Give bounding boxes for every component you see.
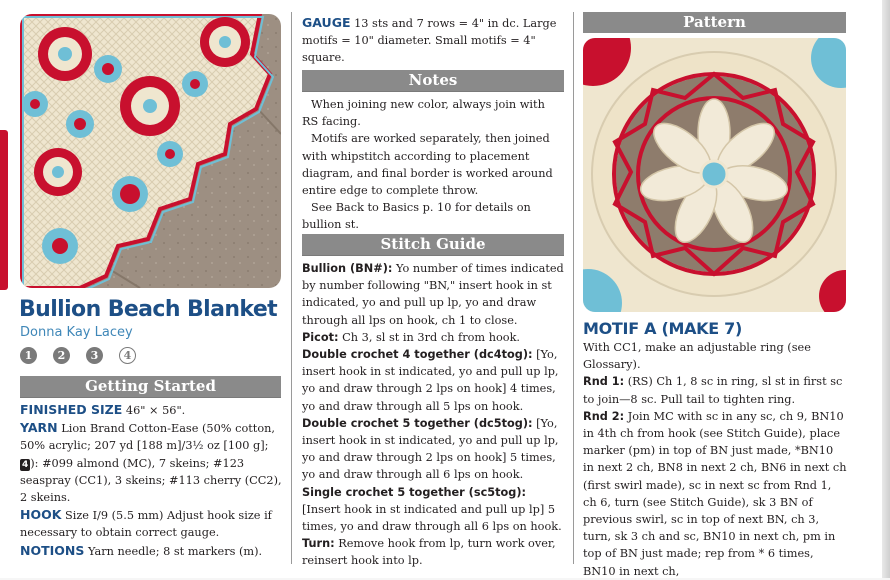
stitch-definition: [Yo, insert hook in st indicated, yo and pull up lp, yo and draw through 2 lps on hook] 4 times, yo and draw through all 5 lps on hook.	[302, 348, 559, 413]
round-label: Rnd 2:	[583, 409, 625, 423]
column-divider-1	[291, 12, 292, 564]
notes-paragraph: See Back to Basics p. 10 for details on bullion st.	[302, 201, 531, 232]
skill-level-2: 2	[53, 347, 70, 364]
stitch-definition: Remove hook from lp, turn work over, reinsert hook into lp.	[302, 537, 556, 568]
heading-rule	[302, 255, 564, 256]
notes-heading: Notes	[302, 70, 564, 91]
motif-photo-art	[583, 38, 846, 312]
notions-label: NOTIONS	[20, 542, 85, 558]
designer-name: Donna Kay Lacey	[20, 325, 133, 340]
pattern-intro: With CC1, make an adjustable ring (see Glossary).	[583, 341, 811, 372]
motif-photo	[583, 38, 846, 312]
stitch-entry	[302, 484, 564, 536]
gauge-value: 13 sts and 7 rows = 4" in dc. Large motifs = 10" diameter. Small motifs = 4" square.	[302, 17, 557, 65]
hook-label: HOOK	[20, 507, 62, 523]
project-title: Bullion Beach Blanket	[19, 297, 278, 322]
round-text: Join MC with sc in any sc, ch 9, BN10 in 4th ch from hook (see Stitch Guide), place marker (pm) in top of BN just made, *BN10 in next 2 ch, BN8 in next 2 ch, BN6 in next ch (first swirl made), sc in next sc from Rnd 1, ch 6, turn (see Stitch Guide), sk 3 BN of previous swirl, sc in top of next BN, ch 3, turn, sk 3 ch and sc, BN10 in next ch, pm in top of BN just made; rep from * 6 times, BN10 in next ch,	[583, 409, 847, 578]
page-edge	[882, 0, 890, 578]
stitch-entry	[302, 415, 564, 484]
stitch-term: Bullion (BN#):	[302, 262, 393, 275]
gauge-block	[302, 14, 564, 67]
blanket-photo	[20, 14, 281, 288]
stitch-entry	[302, 535, 564, 569]
stitch-term: Double crochet 4 together (dc4tog):	[302, 348, 533, 362]
hook-value: Size I/9 (5.5 mm) Adjust hook size if necessary to obtain correct gauge.	[20, 509, 272, 540]
heading-rule	[20, 397, 281, 398]
yarn-weight-icon	[20, 459, 30, 471]
column-divider-2	[573, 12, 574, 564]
skill-level-3: 3	[86, 347, 103, 364]
stitch-definition: Ch 3, sl st in 3rd ch from hook.	[338, 330, 521, 344]
blanket-photo-art	[20, 14, 281, 288]
finished-size-value: 46" × 56".	[125, 404, 186, 417]
notes-body	[302, 96, 564, 234]
stitch-term: Picot:	[302, 330, 339, 344]
round-label: Rnd 1:	[583, 375, 625, 389]
yarn-text-1: Lion Brand Cotton-Ease (50% cotton, 50% acrylic; 207 yd [188 m]/3½ oz [100 g];	[20, 422, 275, 453]
page-tab	[0, 130, 8, 290]
skill-level-4: 4	[119, 347, 136, 364]
getting-started-heading: Getting Started	[20, 376, 281, 397]
stitch-definition: Yo number of times indicated by number following "BN," insert hook in st indicated, yo and pull up lp, yo and draw through all lps on hook, ch 1 to close.	[302, 262, 564, 327]
skill-level-1: 1	[20, 347, 37, 364]
stitch-entry	[302, 329, 564, 346]
stitch-definition: [Insert hook in st indicated and pull up lp] 5 times, yo and draw through all 6 lps on hook.	[302, 502, 562, 534]
stitch-term: Single crochet 5 together (sc5tog):	[302, 485, 527, 499]
pattern-body	[583, 339, 847, 580]
notions-value: Yarn needle; 8 st markers (m).	[87, 544, 263, 558]
notes-paragraph: When joining new color, always join with RS facing.	[302, 98, 545, 129]
stitch-entry	[302, 260, 564, 329]
round-text: (RS) Ch 1, 8 sc in ring, sl st in first sc to join—8 sc. Pull tail to tighten ring.	[583, 375, 843, 406]
yarn-weight-value: 4	[22, 459, 29, 470]
pattern-round	[583, 408, 847, 580]
stitch-guide-body	[302, 260, 564, 570]
gauge-label: GAUGE	[302, 15, 351, 30]
heading-rule	[302, 91, 564, 92]
yarn-label: YARN	[20, 420, 58, 436]
stitch-guide-heading: Stitch Guide	[302, 234, 564, 255]
notes-paragraph: Motifs are worked separately, then joined with whipstitch according to placement diagram, and final border is worked around entire edge to complete throw.	[302, 132, 553, 198]
stitch-definition: [Yo, insert hook in st indicated, yo and pull up lp, yo and draw through 2 lps on hook] 5 times, yo and draw through all 6 lps on hook.	[302, 416, 559, 482]
stitch-entry	[302, 346, 564, 415]
finished-size-label: FINISHED SIZE	[20, 402, 123, 417]
getting-started-body	[20, 401, 282, 560]
pattern-heading: Pattern	[583, 12, 846, 33]
stitch-term: Double crochet 5 together (dc5tog):	[302, 416, 533, 430]
pattern-round	[583, 373, 847, 407]
motif-title: MOTIF A (MAKE 7)	[583, 319, 743, 338]
yarn-text-2: ): #099 almond (MC), 7 skeins; #123 seaspray (CC1), 3 skeins; #113 cherry (CC2), 2 skeins.	[20, 456, 282, 505]
stitch-term: Turn:	[302, 537, 335, 551]
